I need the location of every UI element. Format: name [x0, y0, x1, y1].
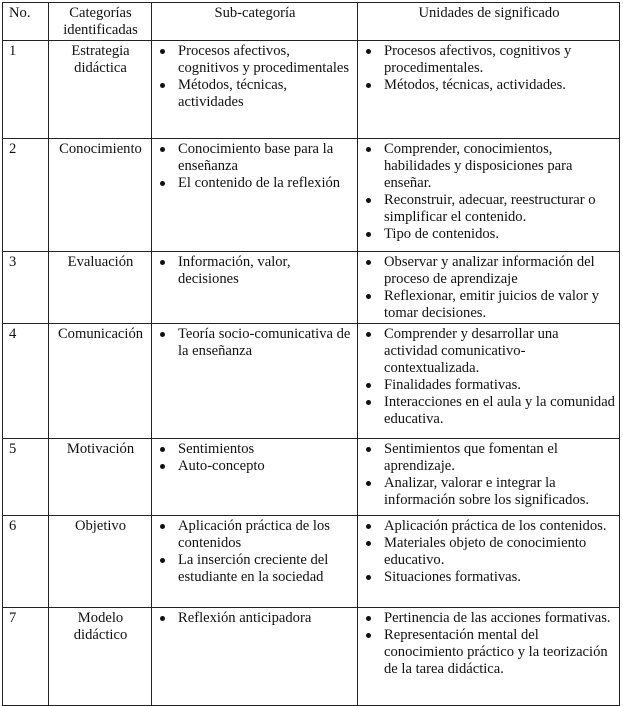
row-number: 7: [3, 608, 49, 706]
units-list: [363, 43, 615, 94]
unit-item: Aplicación práctica de los contenidos.: [363, 518, 615, 535]
subcategory-item: La inserción creciente del estudiante en la sociedad: [157, 552, 353, 586]
subcategory-list: [157, 43, 353, 111]
table-row: [3, 439, 620, 516]
subcategory-cell: [152, 139, 358, 252]
unit-item: Analizar, valorar e integrar la información sobre los significados.: [363, 475, 615, 509]
category-name: Motivación: [49, 439, 152, 516]
unit-item: Comprender, conocimientos, habilidades y disposiciones para enseñar.: [363, 141, 615, 192]
category-name: Comunicación: [49, 324, 152, 439]
subcategory-item: Teoría socio-comunicativa de la enseñanza: [157, 326, 353, 360]
row-number: 3: [3, 252, 49, 324]
header-row: [3, 3, 620, 41]
subcategory-list: [157, 441, 353, 475]
units-cell: [358, 41, 620, 139]
subcategory-item: Reflexión anticipadora: [157, 610, 353, 627]
unit-item: Representación mental del conocimiento práctico y la teorización de la tarea didáctica.: [363, 627, 615, 678]
subcategory-list: [157, 254, 353, 288]
header-unidades: Unidades de significado: [358, 3, 620, 41]
category-name: Objetivo: [49, 516, 152, 608]
units-list: [363, 610, 615, 678]
unit-item: Métodos, técnicas, actividades.: [363, 77, 615, 94]
unit-item: Comprender y desarrollar una actividad comunicativo-contextualizada.: [363, 326, 615, 377]
units-list: [363, 254, 615, 322]
units-list: [363, 441, 615, 509]
unit-item: Reconstruir, adecuar, reestructurar o simplificar el contenido.: [363, 192, 615, 226]
subcategory-cell: [152, 516, 358, 608]
table-row: [3, 252, 620, 324]
units-cell: [358, 439, 620, 516]
row-number: 5: [3, 439, 49, 516]
unit-item: Reflexionar, emitir juicios de valor y tomar decisiones.: [363, 288, 615, 322]
table-row: [3, 41, 620, 139]
units-cell: [358, 139, 620, 252]
units-cell: [358, 324, 620, 439]
subcategory-item: Conocimiento base para la enseñanza: [157, 141, 353, 175]
subcategory-cell: [152, 252, 358, 324]
unit-item: Situaciones formativas.: [363, 569, 615, 586]
units-cell: [358, 252, 620, 324]
subcategory-list: [157, 326, 353, 360]
table-row: [3, 324, 620, 439]
units-list: [363, 141, 615, 243]
subcategory-item: Procesos afectivos, cognitivos y procedimentales: [157, 43, 353, 77]
subcategory-cell: [152, 439, 358, 516]
subcategory-list: [157, 610, 353, 627]
header-no: No.: [3, 3, 49, 41]
unit-item: Finalidades formativas.: [363, 377, 615, 394]
table-body: [3, 41, 620, 706]
subcategory-cell: [152, 608, 358, 706]
subcategory-list: [157, 518, 353, 586]
subcategory-cell: [152, 324, 358, 439]
unit-item: Interacciones en el aula y la comunidad educativa.: [363, 394, 615, 428]
category-name: Evaluación: [49, 252, 152, 324]
subcategory-item: Información, valor, decisiones: [157, 254, 353, 288]
unit-item: Observar y analizar información del proceso de aprendizaje: [363, 254, 615, 288]
categories-table: [2, 2, 620, 706]
category-name: Modelo didáctico: [49, 608, 152, 706]
category-name: Estrategia didáctica: [49, 41, 152, 139]
row-number: 1: [3, 41, 49, 139]
subcategory-cell: [152, 41, 358, 139]
header-categoria: Categorías identificadas: [49, 3, 152, 41]
unit-item: Sentimientos que fomentan el aprendizaje.: [363, 441, 615, 475]
subcategory-item: Aplicación práctica de los contenidos: [157, 518, 353, 552]
subcategory-item: Métodos, técnicas, actividades: [157, 77, 353, 111]
row-number: 2: [3, 139, 49, 252]
units-cell: [358, 516, 620, 608]
units-list: [363, 326, 615, 428]
subcategory-item: Sentimientos: [157, 441, 353, 458]
unit-item: Procesos afectivos, cognitivos y procedimentales.: [363, 43, 615, 77]
category-name: Conocimiento: [49, 139, 152, 252]
row-number: 6: [3, 516, 49, 608]
unit-item: Materiales objeto de conocimiento educativo.: [363, 535, 615, 569]
units-cell: [358, 608, 620, 706]
subcategory-item: Auto-concepto: [157, 458, 353, 475]
units-list: [363, 518, 615, 586]
subcategory-item: El contenido de la reflexión: [157, 175, 353, 192]
unit-item: Pertinencia de las acciones formativas.: [363, 610, 615, 627]
table-row: [3, 608, 620, 706]
table-row: [3, 516, 620, 608]
table-row: [3, 139, 620, 252]
header-subcategoria: Sub-categoría: [152, 3, 358, 41]
unit-item: Tipo de contenidos.: [363, 226, 615, 243]
row-number: 4: [3, 324, 49, 439]
subcategory-list: [157, 141, 353, 192]
